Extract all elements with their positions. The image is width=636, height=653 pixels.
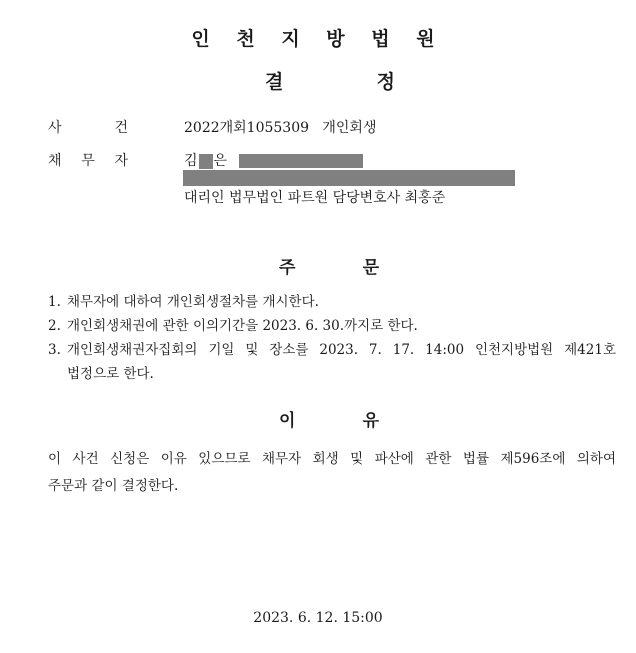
reason-heading-char: 유 [362, 411, 379, 431]
redaction-block [239, 154, 363, 168]
order-item [48, 289, 616, 315]
order-item-number: 3. [48, 342, 61, 358]
debtor-representative: 대리인 법무법인 파트원 담당변호사 최홍준 [184, 190, 446, 206]
case-label [48, 117, 128, 137]
reason-heading [279, 406, 379, 431]
order-heading-char: 주 [279, 258, 296, 278]
order-item-text-continued: 법정으로 한다. [67, 366, 154, 382]
reason-line: 주문과 같이 결정한다. [48, 478, 179, 494]
order-heading-char: 문 [362, 258, 379, 278]
redaction-block [199, 154, 213, 169]
order-item [48, 337, 616, 387]
debtor-label [48, 150, 128, 170]
order-item-number: 2. [48, 318, 61, 334]
document-type-char: 결 [265, 71, 284, 93]
debtor-label-char: 자 [114, 153, 128, 169]
reason-text [48, 446, 616, 500]
order-heading [279, 253, 379, 278]
decision-date: 2023. 6. 12. 15:00 [253, 610, 383, 626]
order-item-text: 개인회생채권에 관한 이의기간을 2023. 6. 30.까지로 한다. [67, 318, 418, 334]
reason-line: 이 사건 신청은 이유 있으므로 채무자 회생 및 파산에 관한 법률 제596조에 의하여 [48, 451, 616, 467]
redacted-address [183, 170, 515, 186]
case-number [184, 117, 376, 137]
order-item-text: 개인회생채권자집회의 기일 및 장소를 2023. 7. 17. 14:00 인천지방법원 제421호 [67, 342, 616, 358]
case-label-char: 사 [48, 120, 62, 136]
debtor-name-last: 은 [213, 153, 228, 169]
case-value: 2022개회1055309 개인회생 [184, 120, 377, 136]
debtor-name-first: 김 [184, 153, 198, 169]
debtor-name [184, 150, 363, 170]
order-item-number: 1. [48, 294, 61, 310]
debtor-label-char: 채 [48, 153, 62, 169]
document-type-heading [265, 67, 395, 94]
order-item [48, 313, 616, 339]
debtor-label-char: 무 [81, 153, 95, 169]
reason-heading-char: 이 [279, 411, 296, 431]
order-item-text: 채무자에 대하여 개인회생절차를 개시한다. [67, 294, 319, 310]
document-type-char: 정 [376, 71, 395, 93]
case-label-char: 건 [114, 120, 128, 136]
court-title: 인 천 지 방 법 원 [191, 28, 445, 50]
